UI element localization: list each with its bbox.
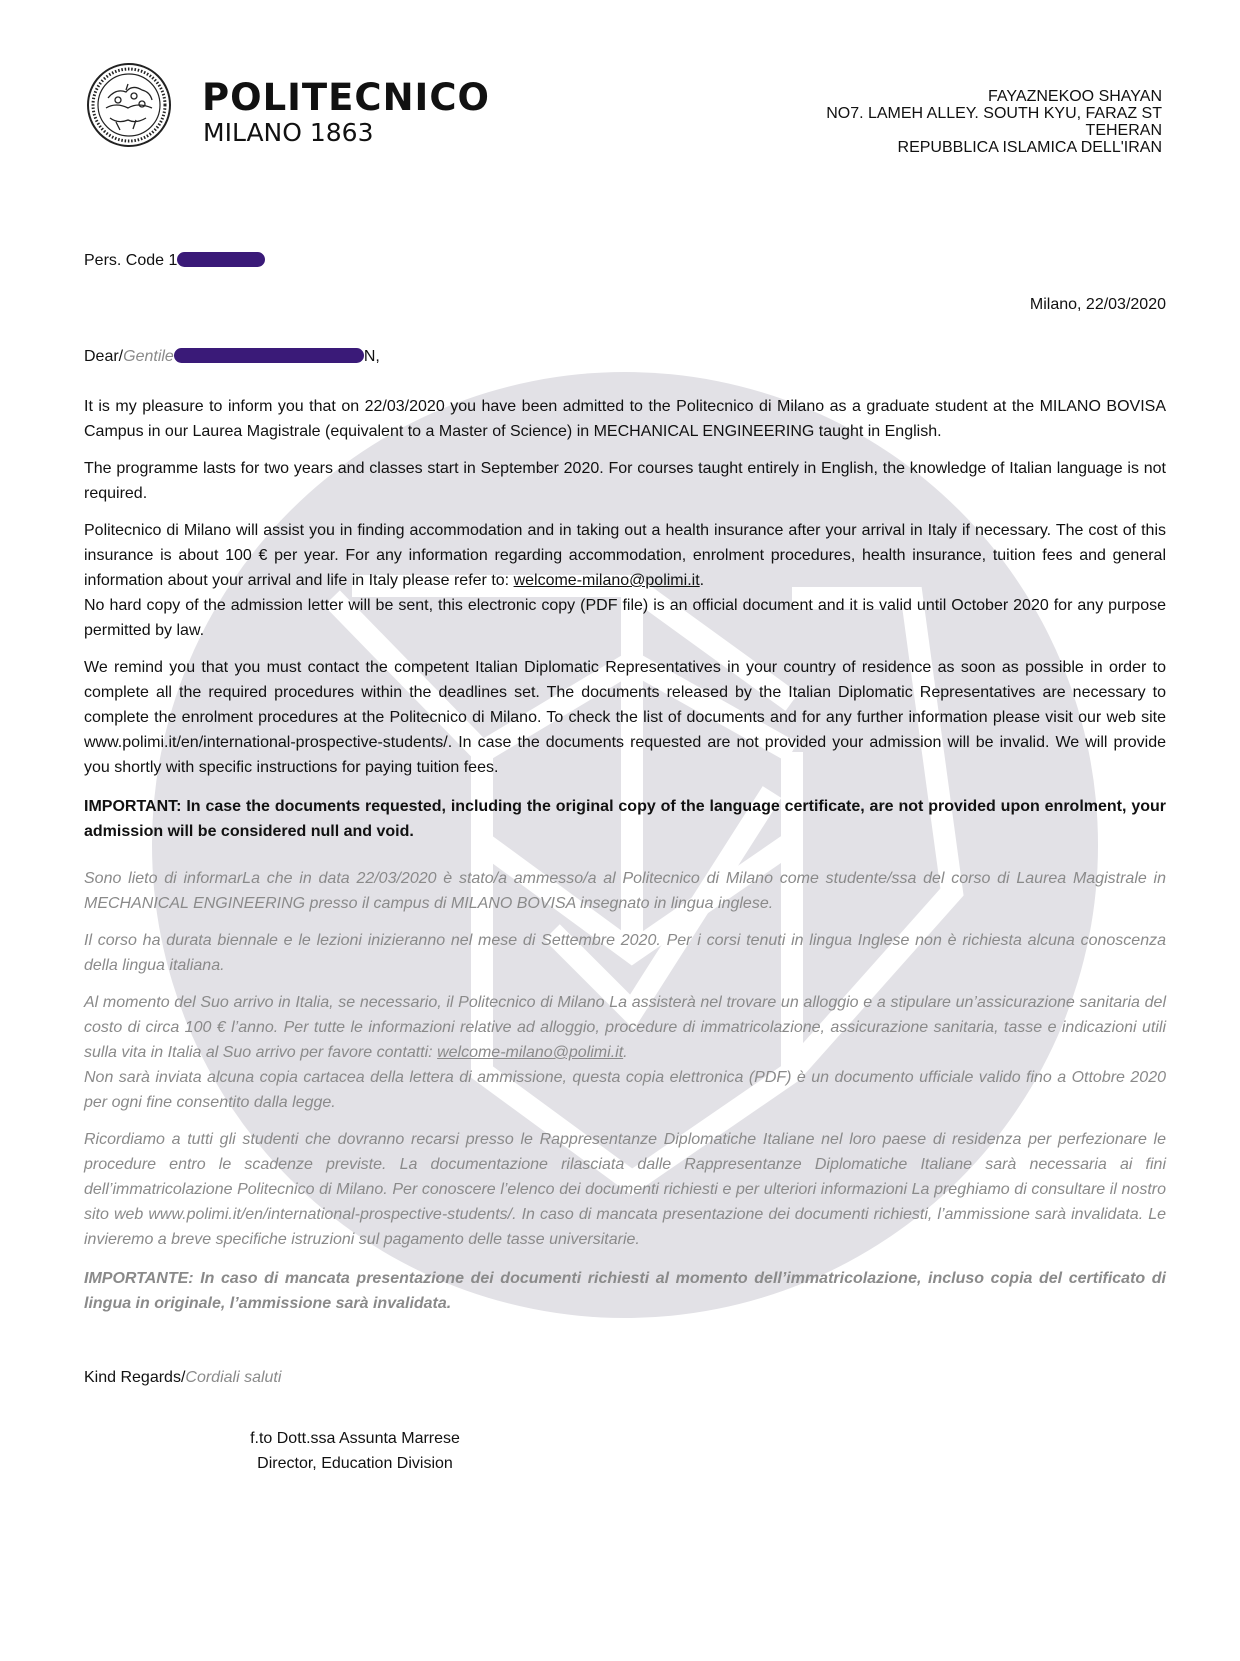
en-paragraph-electronic-copy: No hard copy of the admission letter will be sent, this electronic copy (PDF file) is an official document and it is valid until October 2020 for any purpose permitted by law. [84, 597, 1166, 639]
en-paragraph-admission: It is my pleasure to inform you that on 22/03/2020 you have been admitted to the Politecnico di Milano as a graduate student at the MILANO BOVISA Campus in our Laurea Magistrale (equivalent to a Master of Science) in MECHANICAL ENGINEERING taught in English. [84, 398, 1166, 440]
university-seal-icon [86, 60, 172, 150]
recipient-street: NO7. LAMEH ALLEY. SOUTH KYU, FARAZ ST [826, 105, 1162, 122]
recipient-name: FAYAZNEKOO SHAYAN [988, 88, 1162, 105]
signatory-title: Director, Education Division [257, 1455, 453, 1472]
recipient-address [826, 88, 1162, 156]
salutation-suffix: N, [363, 348, 380, 365]
politecnico-logo [86, 60, 490, 150]
en-email-link[interactable]: welcome-milano@polimi.it [513, 572, 700, 589]
redaction-mark [177, 252, 265, 267]
personal-code-prefix: 1 [168, 252, 178, 269]
signatory-name: f.to Dott.ssa Assunta Marrese [250, 1430, 460, 1447]
it-paragraph-diplomatic: Ricordiamo a tutti gli studenti che dovranno recarsi presso le Rappresentanze Diplomatiche Italiane nel loro paese di residenza per perfezionare le procedure entro le scadenze previste. La documentazione rilasciata dalle Rappresentanze Diplomatiche Italiane sarà necessaria ai fini dell’immatricolazione Politecnico di Milano. Per conoscere l’elenco dei documenti richiesti e per ulteriori informazioni La preghiamo di consultare il nostro sito web www.polimi.it/en/international-prospective-students/. In caso di mancata presentazione dei documenti richiesti, l’ammissione sarà invalidata. Le invieremo a breve specifiche istruzioni sul pagamento delle tasse universitarie. [84, 1131, 1166, 1248]
signature-block [240, 1426, 470, 1476]
personal-code-label: Pers. Code [84, 252, 169, 269]
salutation-it: Gentile [123, 348, 174, 365]
recipient-city: TEHERAN [1085, 122, 1162, 139]
closing-it: Cordiali saluti [185, 1369, 282, 1386]
salutation [84, 348, 380, 366]
it-paragraph-programme: Il corso ha durata biennale e le lezioni inizieranno nel mese di Settembre 2020. Per i corsi tenuti in lingua Inglese non è richiesta alcuna conoscenza della lingua italiana. [84, 932, 1166, 974]
it-paragraph-accommodation: Al momento del Suo arrivo in Italia, se necessario, il Politecnico di Milano La assisterà nel trovare un alloggio e a stipulare un’assicurazione sanitaria del costo di circa 100 € l’anno. Per tutte le informazioni relative ad alloggio, procedure di immatricolazione, assicurazione sanitaria, tasse e indicazioni utili sulla vita in Italia al Suo arrivo per favore contatti: welcome-milano@polimi.it. [84, 994, 1166, 1061]
logo-subtitle: MILANO 1863 [203, 118, 374, 147]
it-paragraph-electronic-copy: Non sarà inviata alcuna copia cartacea della lettera di ammissione, questa copia elettronica (PDF) è un documento ufficiale valido fino a Ottobre 2020 per ogni fine consentito dalla legge. [84, 1069, 1166, 1111]
closing-en: Kind Regards/ [84, 1369, 186, 1386]
it-paragraph-admission: Sono lieto di informarLa che in data 22/03/2020 è stato/a ammesso/a al Politecnico di Milano come studente/ssa del corso di Laurea Magistrale in MECHANICAL ENGINEERING presso il campus di MILANO BOVISA insegnato in lingua inglese. [84, 870, 1166, 912]
letter-date: Milano, 22/03/2020 [1029, 296, 1166, 313]
it-email-link[interactable]: welcome-milano@polimi.it [437, 1044, 624, 1061]
closing [84, 1369, 281, 1387]
personal-code [84, 252, 265, 270]
logo-title: POLITECNICO [202, 76, 490, 119]
letter-body [84, 394, 1166, 1338]
en-paragraph-diplomatic: We remind you that you must contact the competent Italian Diplomatic Representatives in your country of residence as soon as possible in order to complete all the required procedures within the deadlines set. The documents released by the Italian Diplomatic Representatives are necessary to complete the enrolment procedures at the Politecnico di Milano. To check the list of documents and for any further information please visit our web site www.polimi.it/en/international-prospective-students/. In case the documents requested are not provided your admission will be invalid. We will provide you shortly with specific instructions for paying tuition fees. [84, 659, 1166, 776]
en-paragraph-programme: The programme lasts for two years and classes start in September 2020. For courses taught entirely in English, the knowledge of Italian language is not required. [84, 460, 1166, 502]
en-paragraph-accommodation: Politecnico di Milano will assist you in finding accommodation and in taking out a health insurance after your arrival in Italy if necessary. The cost of this insurance is about 100 € per year. For any information regarding accommodation, enrolment procedures, health insurance, tuition fees and general information about your arrival and life in Italy please refer to: welcome-milano@polimi.it. [84, 522, 1166, 589]
redaction-mark [174, 348, 364, 363]
salutation-en: Dear/ [84, 348, 124, 365]
it-important-notice: IMPORTANTE: In caso di mancata presentazione dei documenti richiesti al momento dell’immatricolazione, incluso copia del certificato di lingua in originale, l’ammissione sarà invalidata. [84, 1270, 1166, 1312]
recipient-country: REPUBBLICA ISLAMICA DELL'IRAN [897, 139, 1162, 156]
en-important-notice: IMPORTANT: In case the documents requested, including the original copy of the language certificate, are not provided upon enrolment, your admission will be considered null and void. [84, 798, 1166, 840]
